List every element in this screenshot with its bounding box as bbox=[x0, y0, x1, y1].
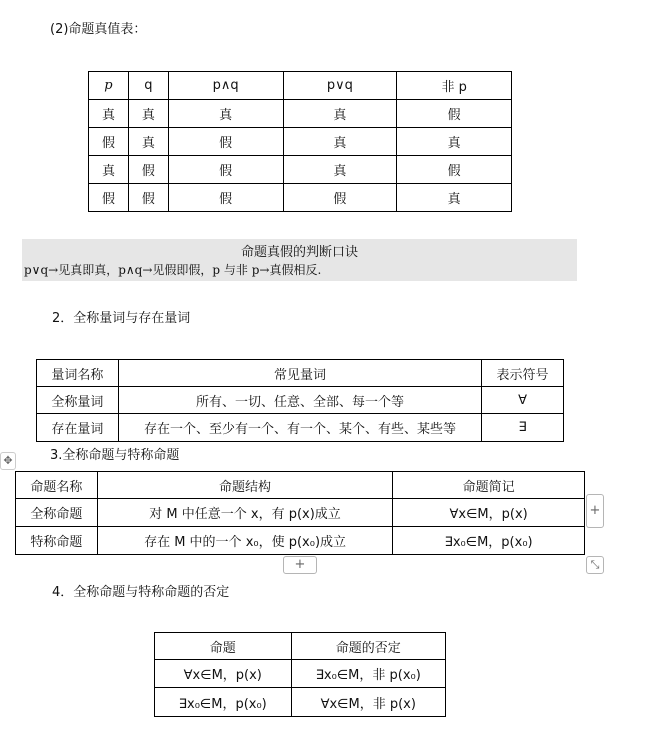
quantifier-table bbox=[36, 359, 564, 442]
table-cell: ∀x∈M，非 p(x) bbox=[291, 688, 445, 717]
table-cell: 假 bbox=[283, 184, 397, 212]
table-row bbox=[37, 414, 564, 442]
table-cell: 假 bbox=[89, 184, 129, 212]
table-cell: ∀x∈M，p(x) bbox=[155, 660, 292, 688]
mnemonic-title: 命题真假的判断口诀 bbox=[240, 245, 358, 260]
table-cell: 特称命题 bbox=[16, 527, 98, 555]
table-cell: 假 bbox=[128, 184, 168, 212]
table-row bbox=[16, 527, 585, 555]
table-cell: 假 bbox=[89, 128, 129, 156]
table-row bbox=[89, 156, 512, 184]
truth-header-and: p∧q bbox=[168, 72, 283, 100]
add-row-button[interactable]: + bbox=[283, 556, 317, 574]
quantifier-header-symbol: 表示符号 bbox=[482, 360, 564, 387]
table-cell: ∃ bbox=[482, 414, 564, 442]
table-row bbox=[155, 660, 446, 688]
table-cell: ∃x₀∈M，p(x₀) bbox=[393, 527, 585, 555]
truth-table-heading: (2)命题真值表： bbox=[50, 22, 147, 37]
table-cell: 真 bbox=[128, 128, 168, 156]
truth-header-not: 非 p bbox=[397, 72, 512, 100]
table-cell: 真 bbox=[128, 100, 168, 128]
table-cell: 真 bbox=[397, 128, 512, 156]
truth-header-p: p bbox=[89, 72, 129, 100]
proposition-header-name: 命题名称 bbox=[16, 472, 98, 499]
table-cell: 真 bbox=[283, 156, 397, 184]
table-cell: 真 bbox=[283, 128, 397, 156]
table-cell: ∀ bbox=[482, 387, 564, 414]
negation-header-proposition: 命题 bbox=[155, 633, 292, 660]
table-cell: 存在 M 中的一个 x₀，使 p(x₀)成立 bbox=[97, 527, 392, 555]
table-cell: 全称命题 bbox=[16, 499, 98, 527]
proposition-header-notation: 命题简记 bbox=[393, 472, 585, 499]
table-cell: 真 bbox=[89, 100, 129, 128]
mnemonic-box bbox=[22, 239, 577, 281]
table-cell: ∃x₀∈M，非 p(x₀) bbox=[291, 660, 445, 688]
table-cell: 所有、一切、任意、全部、每一个等 bbox=[118, 387, 481, 414]
proposition-header-structure: 命题结构 bbox=[97, 472, 392, 499]
table-cell: 真 bbox=[168, 100, 283, 128]
table-row bbox=[89, 128, 512, 156]
table-cell: 真 bbox=[283, 100, 397, 128]
table-cell: 假 bbox=[168, 184, 283, 212]
table-cell: 全称量词 bbox=[37, 387, 119, 414]
table-cell: ∀x∈M，p(x) bbox=[393, 499, 585, 527]
truth-header-or: p∨q bbox=[283, 72, 397, 100]
table-row bbox=[89, 184, 512, 212]
table-move-handle[interactable]: ✥ bbox=[0, 452, 16, 470]
proposition-table bbox=[15, 471, 585, 555]
table-cell: 假 bbox=[168, 156, 283, 184]
add-column-button[interactable]: + bbox=[586, 494, 604, 528]
quantifier-header-name: 量词名称 bbox=[37, 360, 119, 387]
table-cell: 假 bbox=[128, 156, 168, 184]
negation-header-negation: 命题的否定 bbox=[291, 633, 445, 660]
table-cell: ∃x₀∈M，p(x₀) bbox=[155, 688, 292, 717]
quantifier-header-common: 常见量词 bbox=[118, 360, 481, 387]
negation-table bbox=[154, 632, 446, 717]
table-cell: 存在一个、至少有一个、有一个、某个、有些、某些等 bbox=[118, 414, 481, 442]
table-row bbox=[155, 688, 446, 717]
table-cell: 存在量词 bbox=[37, 414, 119, 442]
table-cell: 对 M 中任意一个 x，有 p(x)成立 bbox=[97, 499, 392, 527]
negation-heading: 4．全称命题与特称命题的否定 bbox=[52, 585, 230, 600]
table-cell: 假 bbox=[397, 156, 512, 184]
table-cell: 假 bbox=[397, 100, 512, 128]
table-cell: 假 bbox=[168, 128, 283, 156]
resize-handle-icon[interactable]: ⤡ bbox=[586, 556, 604, 574]
table-row bbox=[16, 499, 585, 527]
quantifier-heading: 2．全称量词与存在量词 bbox=[52, 311, 191, 326]
table-cell: 真 bbox=[397, 184, 512, 212]
truth-table bbox=[88, 71, 512, 212]
truth-header-q: q bbox=[128, 72, 168, 100]
table-cell: 真 bbox=[89, 156, 129, 184]
table-row bbox=[37, 387, 564, 414]
proposition-heading: 3.全称命题与特称命题 bbox=[50, 448, 180, 463]
mnemonic-text: p∨q→见真即真，p∧q→见假即假，p 与非 p→真假相反. bbox=[24, 263, 322, 277]
table-row bbox=[89, 100, 512, 128]
